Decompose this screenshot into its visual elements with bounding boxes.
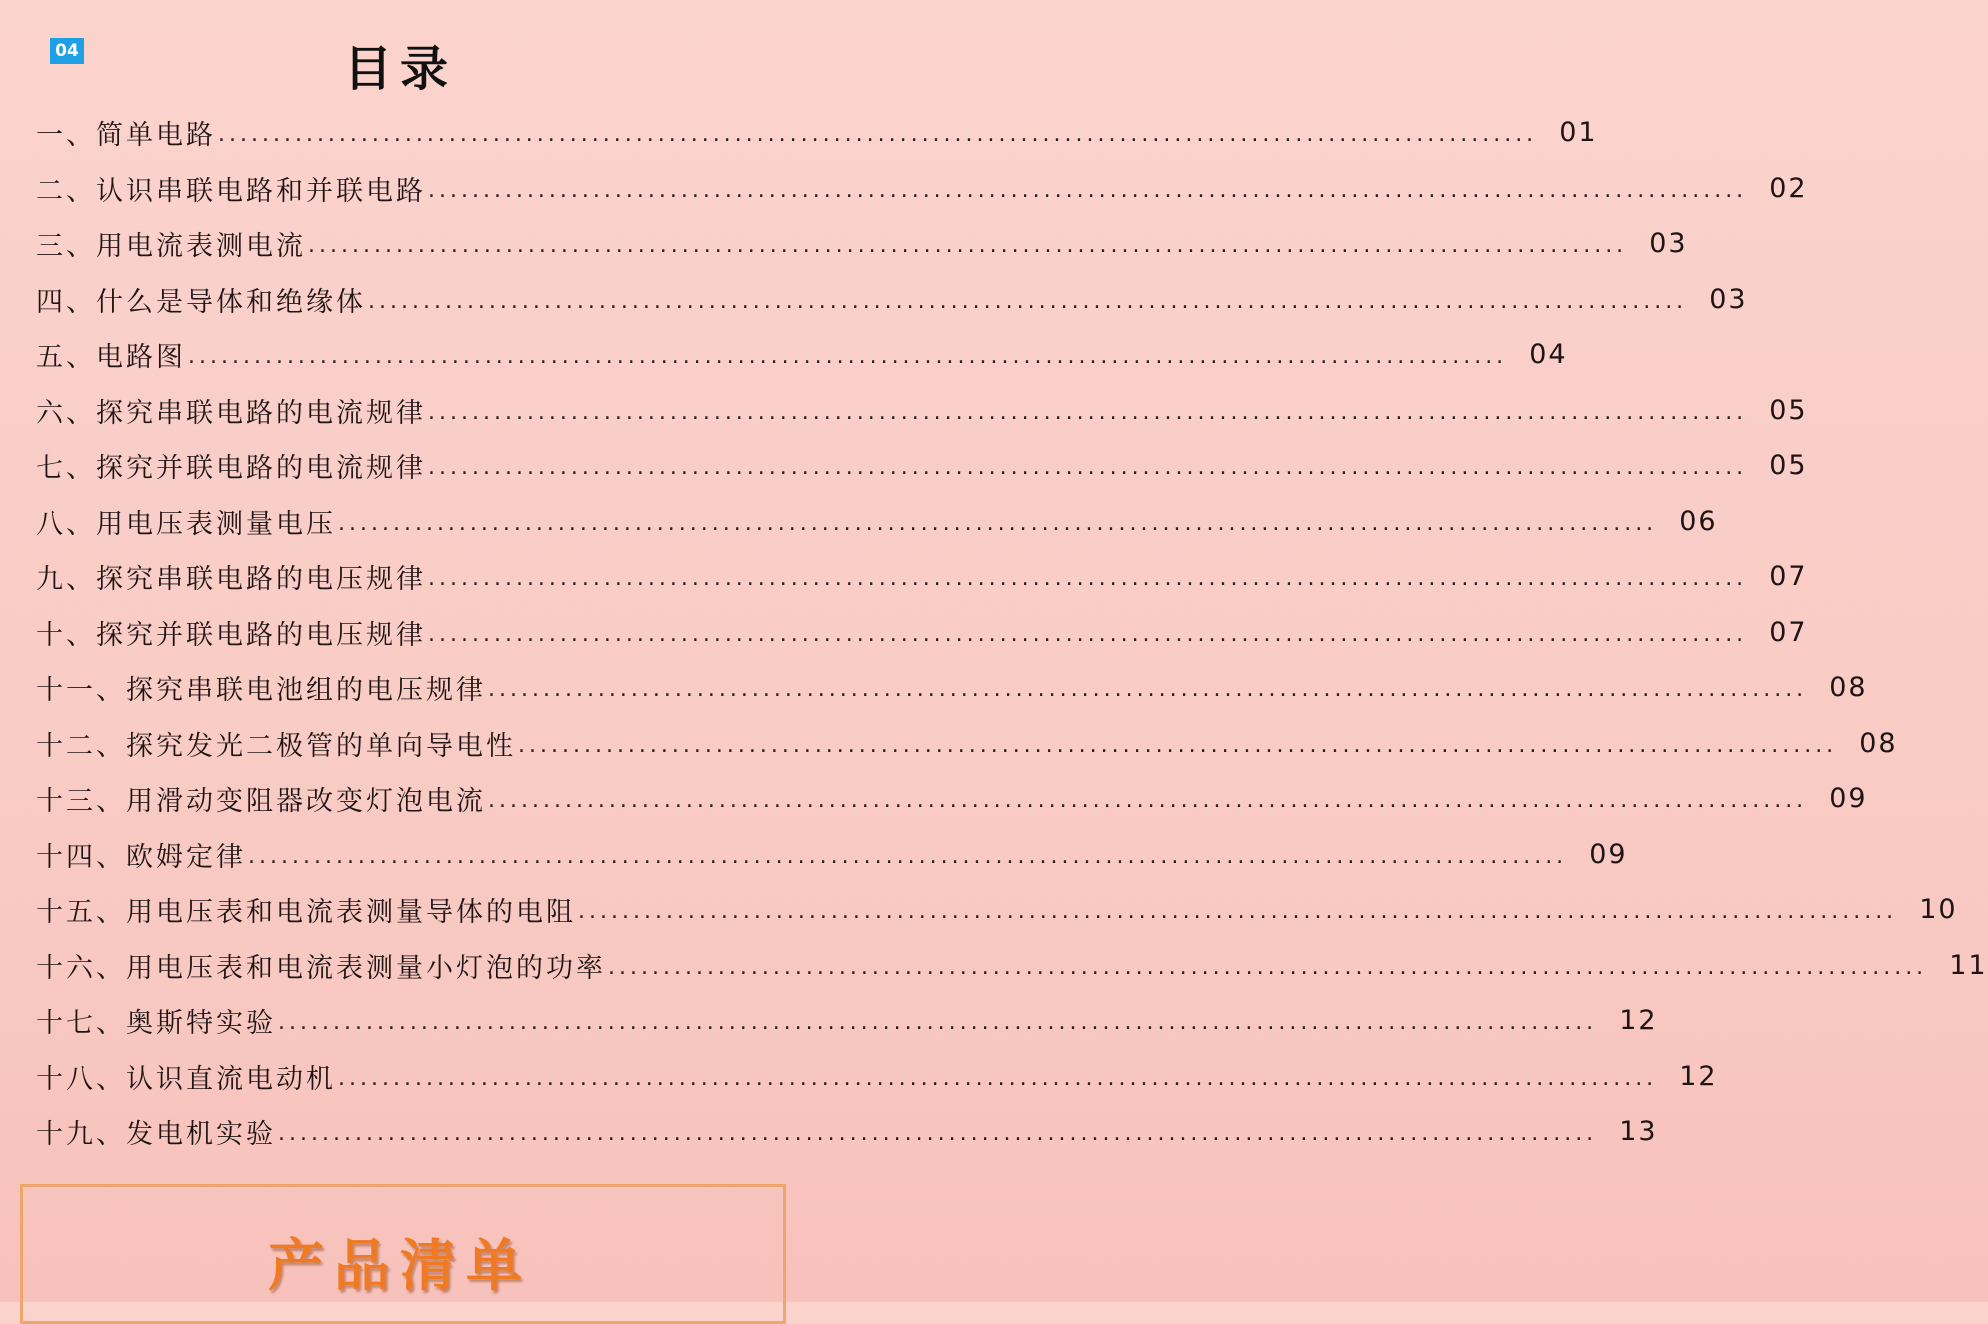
dot-leader: ........................................................................................................................ [608,954,1928,980]
toc-entry-page-number: 11 [1949,949,1988,981]
toc-entry[interactable] [36,716,1898,772]
toc-entry-title: 十三、用滑动变阻器改变灯泡电流 [36,786,486,818]
dot-leader: ........................................................................................................................ [488,788,1808,814]
toc-entry[interactable] [36,1104,1658,1160]
toc-entry-page-number: 09 [1829,783,1868,815]
toc-entry-page-number: 05 [1769,450,1808,482]
toc-entry[interactable] [36,216,1688,272]
toc-entry-page-number: 08 [1829,672,1868,704]
toc-entry-title: 十四、欧姆定律 [36,841,246,873]
toc-entry[interactable] [36,105,1598,161]
toc-entry[interactable] [36,327,1568,383]
dot-leader: ........................................................................................................................ [428,399,1748,425]
toc-entry-page-number: 04 [1529,339,1568,371]
toc-entry-page-number: 05 [1769,394,1808,426]
toc-entry-page-number: 03 [1649,228,1688,260]
toc-entry-title: 十二、探究发光二极管的单向导电性 [36,730,516,762]
dot-leader: ........................................................................................................................ [218,122,1538,148]
toc-entry-title: 十六、用电压表和电流表测量小灯泡的功率 [36,952,606,984]
toc-entry[interactable] [36,938,1988,994]
toc-entry-title: 四、什么是导体和绝缘体 [36,286,366,318]
toc-entry-title: 七、探究并联电路的电流规律 [36,453,426,485]
dot-leader: ........................................................................................................................ [278,1121,1598,1147]
toc-entry[interactable] [36,660,1868,716]
toc-entry-page-number: 01 [1559,117,1598,149]
toc-entry-page-number: 09 [1589,838,1628,870]
toc-entry-title: 六、探究串联电路的电流规律 [36,397,426,429]
toc-entry[interactable] [36,438,1808,494]
toc-entry-page-number: 03 [1709,283,1748,315]
dot-leader: ........................................................................................................................ [428,177,1748,203]
toc-entry-page-number: 12 [1679,1060,1718,1092]
toc-entry[interactable] [36,882,1958,938]
toc-entry-title: 十五、用电压表和电流表测量导体的电阻 [36,897,576,929]
toc-entry[interactable] [36,1049,1718,1105]
toc-entry[interactable] [36,272,1748,328]
toc-entry-page-number: 12 [1619,1005,1658,1037]
dot-leader: ........................................................................................................................ [188,344,1508,370]
dot-leader: ........................................................................................................................ [428,621,1748,647]
toc-entry[interactable] [36,993,1658,1049]
toc-entry-page-number: 06 [1679,505,1718,537]
toc-entry[interactable] [36,771,1868,827]
dot-leader: ........................................................................................................................ [488,677,1808,703]
toc-entry-page-number: 10 [1919,894,1958,926]
toc-entry-title: 九、探究串联电路的电压规律 [36,564,426,596]
page-number-badge: 04 [50,38,84,64]
toc-entry-title: 三、用电流表测电流 [36,231,306,263]
dot-leader: ........................................................................................................................ [578,899,1898,925]
toc-entry-title: 一、简单电路 [36,120,216,152]
toc-entry-title: 十九、发电机实验 [36,1119,276,1151]
toc-entry[interactable] [36,161,1808,217]
toc-entry-title: 十、探究并联电路的电压规律 [36,619,426,651]
toc-entry[interactable] [36,494,1718,550]
table-of-contents [36,105,1988,1160]
dot-leader: ........................................................................................................................ [368,288,1688,314]
toc-entry-page-number: 13 [1619,1116,1658,1148]
toc-entry[interactable] [36,383,1808,439]
toc-entry[interactable] [36,605,1808,661]
toc-entry-title: 十八、认识直流电动机 [36,1063,336,1095]
dot-leader: ........................................................................................................................ [308,233,1628,259]
dot-leader: ........................................................................................................................ [338,1065,1658,1091]
toc-entry-page-number: 02 [1769,172,1808,204]
toc-entry-title: 五、电路图 [36,342,186,374]
toc-entry-title: 十一、探究串联电池组的电压规律 [36,675,486,707]
toc-entry-title: 八、用电压表测量电压 [36,508,336,540]
toc-entry-page-number: 07 [1769,561,1808,593]
dot-leader: ........................................................................................................................ [518,732,1838,758]
dot-leader: ........................................................................................................................ [428,455,1748,481]
toc-entry-title: 十七、奥斯特实验 [36,1008,276,1040]
dot-leader: ........................................................................................................................ [428,566,1748,592]
toc-entry-title: 二、认识串联电路和并联电路 [36,175,426,207]
page-title: 目录 [343,41,456,97]
toc-entry-page-number: 07 [1769,616,1808,648]
dot-leader: ........................................................................................................................ [278,1010,1598,1036]
toc-entry[interactable] [36,549,1808,605]
dot-leader: ........................................................................................................................ [248,843,1568,869]
product-list-title: 产品清单 [268,1234,532,1299]
toc-entry-page-number: 08 [1859,727,1898,759]
toc-entry[interactable] [36,827,1628,883]
dot-leader: ........................................................................................................................ [338,510,1658,536]
